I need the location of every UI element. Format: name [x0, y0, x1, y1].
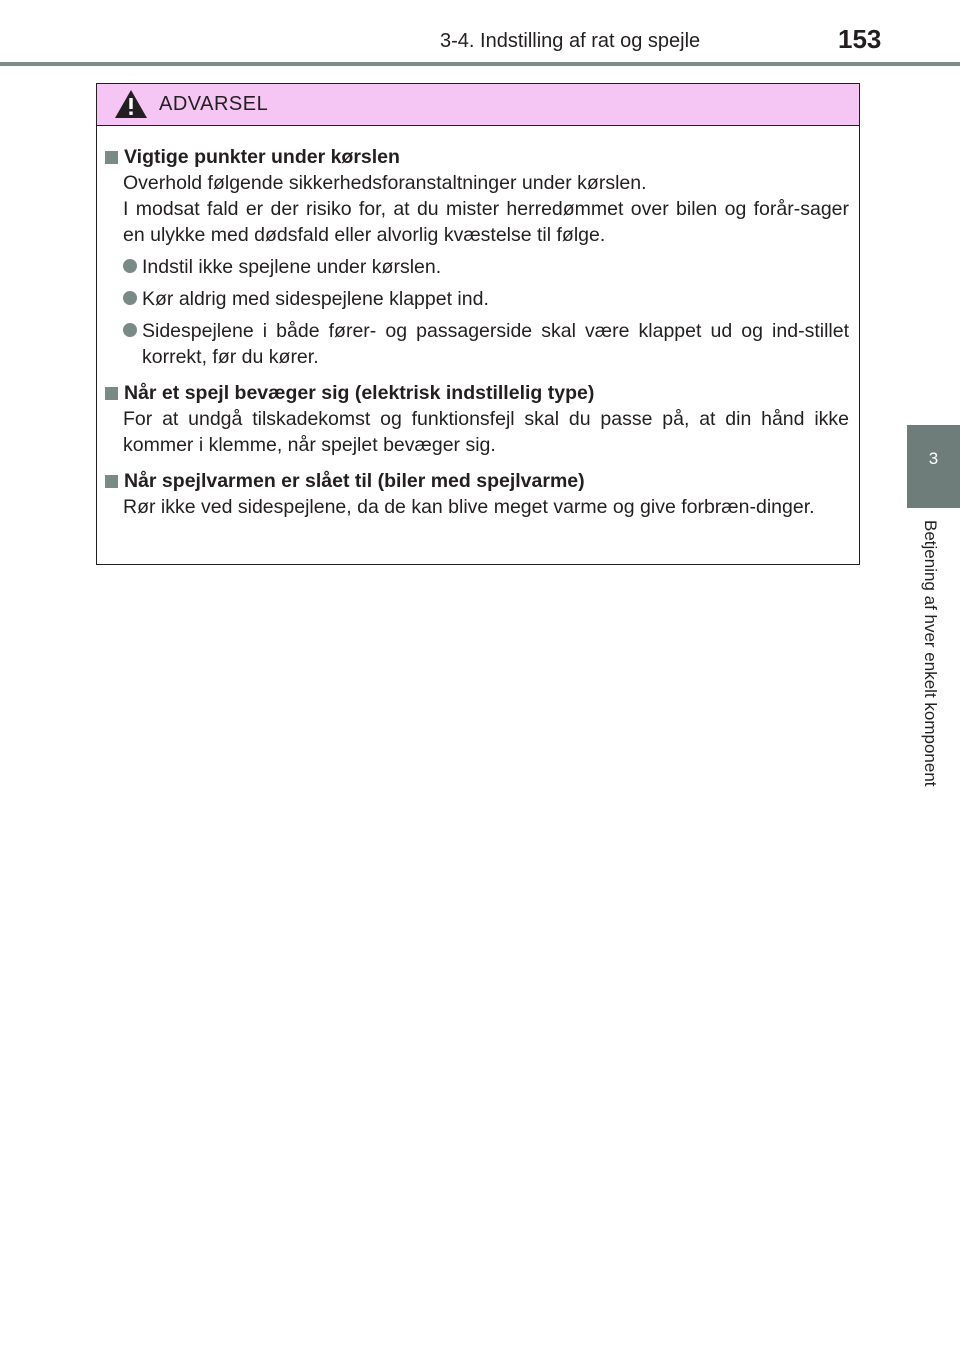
list-item-text: Sidespejlene i både fører- og passagerside skal være klappet ud og ind-stillet korrekt, før du kører.: [142, 320, 849, 368]
section-heading: [105, 144, 849, 170]
warning-body: [97, 126, 859, 520]
paragraph: For at undgå tilskadekomst og funktionsfejl skal du passe på, at din hånd ikke kommer i klemme, når spejlet bevæger sig.: [123, 408, 849, 456]
warning-header: [97, 84, 859, 126]
section-title: 3-4. Indstilling af rat og spejle: [440, 30, 701, 52]
list-item: [123, 286, 849, 312]
square-bullet-icon: [105, 151, 118, 164]
section-heading-text: Når et spejl bevæger sig (elektrisk indstillelig type): [124, 382, 595, 404]
paragraph: Overhold følgende sikkerhedsforanstaltninger under kørslen.: [123, 172, 647, 194]
circle-bullet-icon: [123, 323, 137, 337]
section-heading: [105, 468, 849, 494]
header-divider: [0, 62, 960, 66]
section-heading: [105, 380, 849, 406]
list-item: [123, 254, 849, 280]
circle-bullet-icon: [123, 291, 137, 305]
warning-triangle-icon: [114, 89, 148, 119]
paragraph: Rør ikke ved sidespejlene, da de kan blive meget varme og give forbræn-dinger.: [123, 496, 815, 518]
section-heading-text: Vigtige punkter under kørslen: [124, 146, 400, 168]
list-item: [123, 318, 849, 370]
section-heading-text: Når spejlvarmen er slået til (biler med spejlvarme): [124, 470, 585, 492]
chapter-tab: 3: [907, 425, 960, 508]
warning-box: [96, 83, 860, 565]
warning-title: ADVARSEL: [159, 93, 269, 115]
list-item-text: Indstil ikke spejlene under kørslen.: [142, 256, 442, 278]
circle-bullet-icon: [123, 259, 137, 273]
page-number: 153: [838, 24, 882, 54]
chapter-label: Betjening af hver enkelt komponent: [921, 520, 940, 787]
paragraph: I modsat fald er der risiko for, at du mister herredømmet over bilen og forår-sager en ulykke med dødsfald eller alvorlig kvæstelse til følge.: [123, 198, 849, 246]
list-item-text: Kør aldrig med sidespejlene klappet ind.: [142, 288, 489, 310]
square-bullet-icon: [105, 387, 118, 400]
square-bullet-icon: [105, 475, 118, 488]
